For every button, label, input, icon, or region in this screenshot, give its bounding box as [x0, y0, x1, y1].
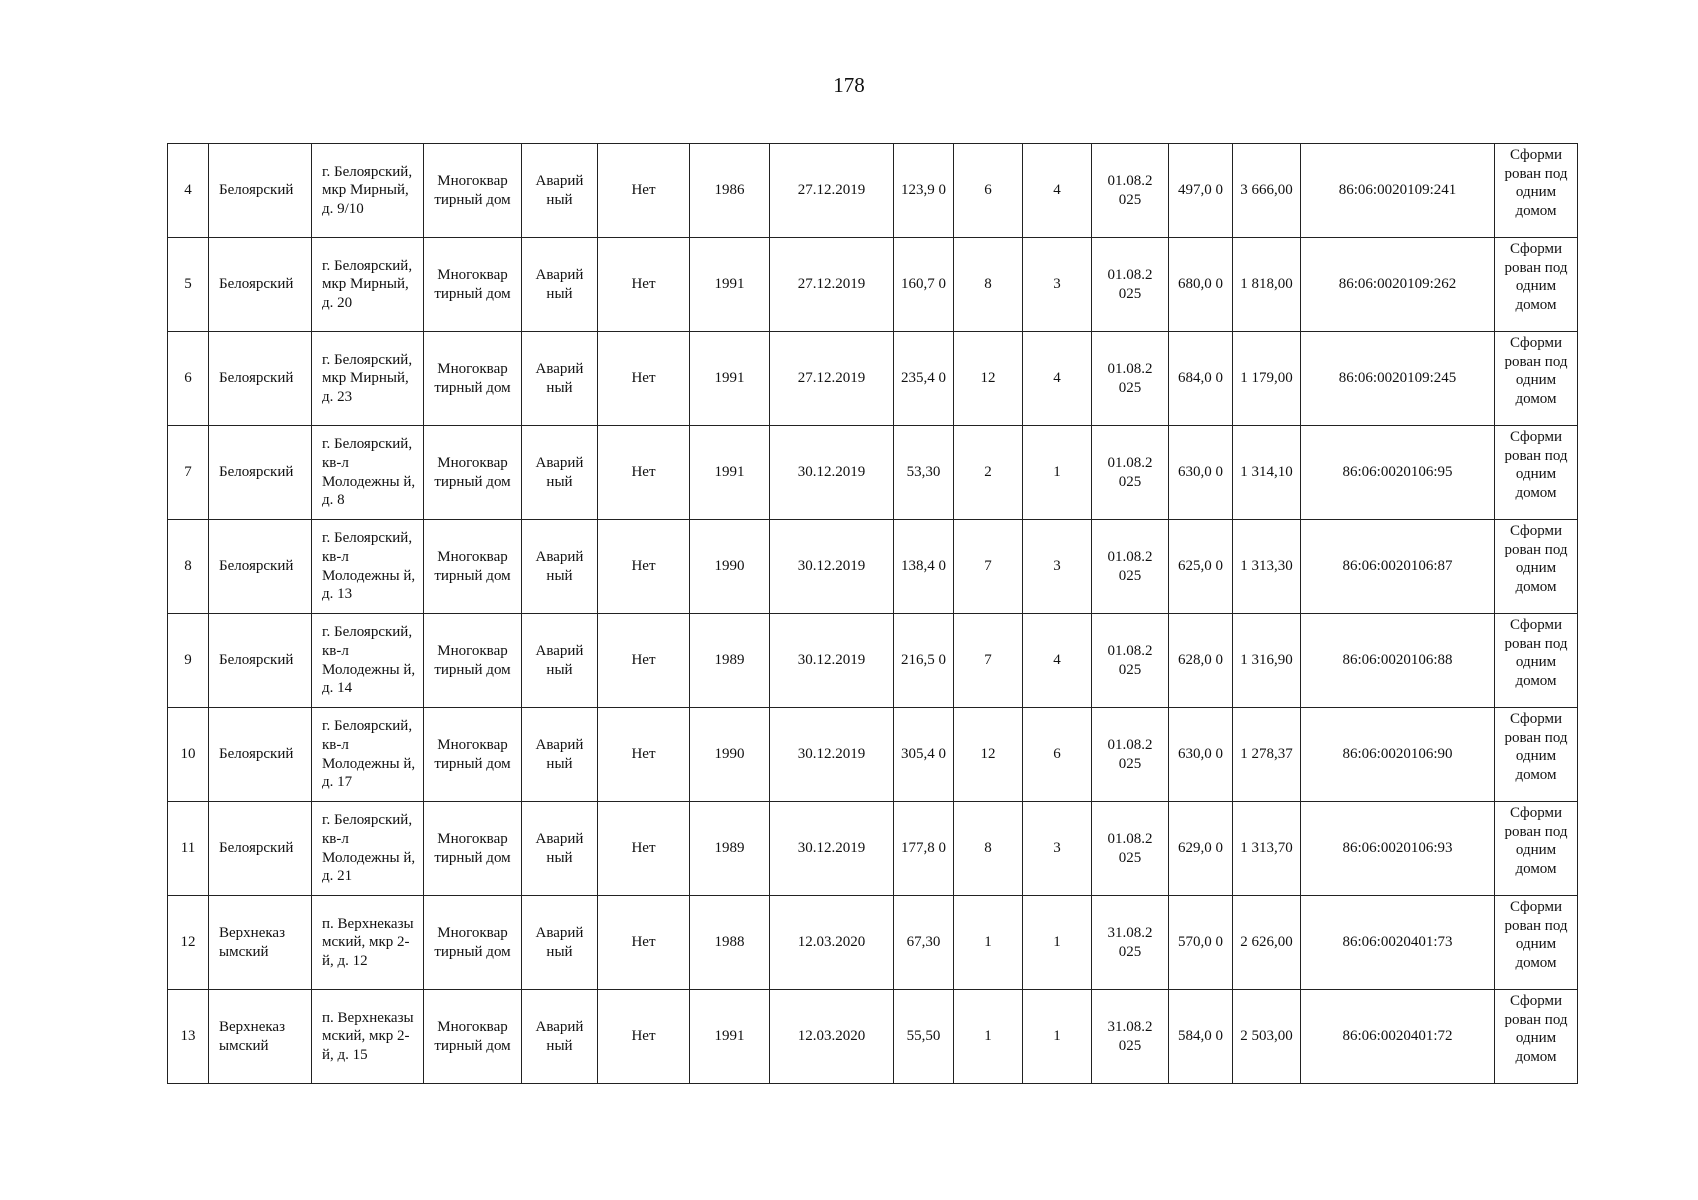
address-cell: г. Белоярский, кв-л Молодежны й, д. 21 — [312, 802, 424, 896]
date-cell: 12.03.2020 — [770, 896, 894, 990]
flats-cell: 6 — [1023, 708, 1092, 802]
land-status-cell: Сформи рован под одним домом — [1495, 426, 1578, 520]
row-number-cell: 6 — [168, 332, 209, 426]
year-cell: 1990 — [690, 708, 770, 802]
area-cell: 216,5 0 — [894, 614, 954, 708]
deadline-cell: 31.08.2 025 — [1092, 990, 1169, 1084]
page-number: 178 — [833, 73, 865, 97]
price-cell: 625,0 0 — [1169, 520, 1233, 614]
land-status-cell: Сформи рован под одним домом — [1495, 802, 1578, 896]
municipality-cell: Верхнеказ ымский — [209, 990, 312, 1084]
included-cell: Нет — [598, 990, 690, 1084]
cost-cell: 1 314,10 — [1233, 426, 1301, 520]
included-cell: Нет — [598, 802, 690, 896]
municipality-cell: Белоярский — [209, 708, 312, 802]
municipality-cell: Белоярский — [209, 426, 312, 520]
municipality-cell: Белоярский — [209, 802, 312, 896]
address-cell: г. Белоярский, кв-л Молодежны й, д. 14 — [312, 614, 424, 708]
cadastral-number-cell: 86:06:0020401:73 — [1301, 896, 1495, 990]
residents-cell: 1 — [954, 990, 1023, 1084]
cadastral-number-cell: 86:06:0020109:241 — [1301, 144, 1495, 238]
flats-cell: 1 — [1023, 990, 1092, 1084]
address-cell: г. Белоярский, кв-л Молодежны й, д. 13 — [312, 520, 424, 614]
flats-cell: 4 — [1023, 614, 1092, 708]
area-cell: 160,7 0 — [894, 238, 954, 332]
price-cell: 684,0 0 — [1169, 332, 1233, 426]
row-number-cell: 5 — [168, 238, 209, 332]
date-cell: 30.12.2019 — [770, 426, 894, 520]
status-cell: Аварий ный — [522, 520, 598, 614]
table-row — [168, 614, 1578, 708]
building-type-cell: Многоквар тирный дом — [424, 520, 522, 614]
flats-cell: 4 — [1023, 144, 1092, 238]
status-cell: Аварий ный — [522, 426, 598, 520]
row-number-cell: 10 — [168, 708, 209, 802]
price-cell: 630,0 0 — [1169, 708, 1233, 802]
residents-cell: 7 — [954, 614, 1023, 708]
cadastral-number-cell: 86:06:0020109:245 — [1301, 332, 1495, 426]
included-cell: Нет — [598, 426, 690, 520]
cadastral-number-cell: 86:06:0020106:87 — [1301, 520, 1495, 614]
year-cell: 1989 — [690, 802, 770, 896]
building-type-cell: Многоквар тирный дом — [424, 426, 522, 520]
row-number-cell: 11 — [168, 802, 209, 896]
status-cell: Аварий ный — [522, 332, 598, 426]
land-status-cell: Сформи рован под одним домом — [1495, 614, 1578, 708]
building-type-cell: Многоквар тирный дом — [424, 990, 522, 1084]
row-number-cell: 7 — [168, 426, 209, 520]
date-cell: 27.12.2019 — [770, 332, 894, 426]
address-cell: г. Белоярский, кв-л Молодежны й, д. 8 — [312, 426, 424, 520]
area-cell: 138,4 0 — [894, 520, 954, 614]
price-cell: 630,0 0 — [1169, 426, 1233, 520]
residents-cell: 2 — [954, 426, 1023, 520]
price-cell: 629,0 0 — [1169, 802, 1233, 896]
table-row — [168, 802, 1578, 896]
date-cell: 27.12.2019 — [770, 238, 894, 332]
status-cell: Аварий ный — [522, 144, 598, 238]
cost-cell: 1 313,70 — [1233, 802, 1301, 896]
building-type-cell: Многоквар тирный дом — [424, 614, 522, 708]
price-cell: 584,0 0 — [1169, 990, 1233, 1084]
building-type-cell: Многоквар тирный дом — [424, 332, 522, 426]
residents-cell: 1 — [954, 896, 1023, 990]
flats-cell: 3 — [1023, 802, 1092, 896]
flats-cell: 3 — [1023, 238, 1092, 332]
year-cell: 1991 — [690, 332, 770, 426]
flats-cell: 4 — [1023, 332, 1092, 426]
cadastral-number-cell: 86:06:0020106:88 — [1301, 614, 1495, 708]
year-cell: 1991 — [690, 238, 770, 332]
date-cell: 30.12.2019 — [770, 802, 894, 896]
residents-cell: 12 — [954, 332, 1023, 426]
table-row — [168, 332, 1578, 426]
cost-cell: 1 316,90 — [1233, 614, 1301, 708]
price-cell: 497,0 0 — [1169, 144, 1233, 238]
year-cell: 1988 — [690, 896, 770, 990]
flats-cell: 1 — [1023, 426, 1092, 520]
cost-cell: 2 626,00 — [1233, 896, 1301, 990]
cost-cell: 1 818,00 — [1233, 238, 1301, 332]
residents-cell: 12 — [954, 708, 1023, 802]
address-cell: п. Верхнеказы мский, мкр 2-й, д. 12 — [312, 896, 424, 990]
price-cell: 680,0 0 — [1169, 238, 1233, 332]
building-type-cell: Многоквар тирный дом — [424, 896, 522, 990]
address-cell: г. Белоярский, мкр Мирный, д. 9/10 — [312, 144, 424, 238]
residents-cell: 8 — [954, 802, 1023, 896]
table-row — [168, 896, 1578, 990]
cadastral-number-cell: 86:06:0020106:90 — [1301, 708, 1495, 802]
date-cell: 27.12.2019 — [770, 144, 894, 238]
year-cell: 1991 — [690, 426, 770, 520]
included-cell: Нет — [598, 332, 690, 426]
land-status-cell: Сформи рован под одним домом — [1495, 238, 1578, 332]
row-number-cell: 8 — [168, 520, 209, 614]
table-row — [168, 426, 1578, 520]
deadline-cell: 01.08.2 025 — [1092, 520, 1169, 614]
date-cell: 30.12.2019 — [770, 520, 894, 614]
table-body — [168, 144, 1578, 1084]
area-cell: 67,30 — [894, 896, 954, 990]
area-cell: 53,30 — [894, 426, 954, 520]
municipality-cell: Белоярский — [209, 614, 312, 708]
residents-cell: 8 — [954, 238, 1023, 332]
area-cell: 235,4 0 — [894, 332, 954, 426]
included-cell: Нет — [598, 614, 690, 708]
price-cell: 628,0 0 — [1169, 614, 1233, 708]
address-cell: г. Белоярский, мкр Мирный, д. 23 — [312, 332, 424, 426]
status-cell: Аварий ный — [522, 238, 598, 332]
municipality-cell: Белоярский — [209, 520, 312, 614]
status-cell: Аварий ный — [522, 896, 598, 990]
row-number-cell: 12 — [168, 896, 209, 990]
building-type-cell: Многоквар тирный дом — [424, 144, 522, 238]
area-cell: 123,9 0 — [894, 144, 954, 238]
land-status-cell: Сформи рован под одним домом — [1495, 144, 1578, 238]
cadastral-number-cell: 86:06:0020106:95 — [1301, 426, 1495, 520]
flats-cell: 3 — [1023, 520, 1092, 614]
year-cell: 1990 — [690, 520, 770, 614]
table-row — [168, 990, 1578, 1084]
included-cell: Нет — [598, 520, 690, 614]
deadline-cell: 31.08.2 025 — [1092, 896, 1169, 990]
price-cell: 570,0 0 — [1169, 896, 1233, 990]
housing-table — [167, 143, 1578, 1084]
land-status-cell: Сформи рован под одним домом — [1495, 896, 1578, 990]
status-cell: Аварий ный — [522, 708, 598, 802]
table-row — [168, 238, 1578, 332]
date-cell: 30.12.2019 — [770, 708, 894, 802]
deadline-cell: 01.08.2 025 — [1092, 614, 1169, 708]
flats-cell: 1 — [1023, 896, 1092, 990]
cost-cell: 1 278,37 — [1233, 708, 1301, 802]
building-type-cell: Многоквар тирный дом — [424, 238, 522, 332]
deadline-cell: 01.08.2 025 — [1092, 238, 1169, 332]
deadline-cell: 01.08.2 025 — [1092, 802, 1169, 896]
status-cell: Аварий ный — [522, 614, 598, 708]
row-number-cell: 4 — [168, 144, 209, 238]
year-cell: 1989 — [690, 614, 770, 708]
year-cell: 1986 — [690, 144, 770, 238]
included-cell: Нет — [598, 238, 690, 332]
area-cell: 55,50 — [894, 990, 954, 1084]
cost-cell: 2 503,00 — [1233, 990, 1301, 1084]
cost-cell: 1 313,30 — [1233, 520, 1301, 614]
address-cell: г. Белоярский, мкр Мирный, д. 20 — [312, 238, 424, 332]
municipality-cell: Белоярский — [209, 238, 312, 332]
deadline-cell: 01.08.2 025 — [1092, 426, 1169, 520]
address-cell: г. Белоярский, кв-л Молодежны й, д. 17 — [312, 708, 424, 802]
cadastral-number-cell: 86:06:0020106:93 — [1301, 802, 1495, 896]
deadline-cell: 01.08.2 025 — [1092, 144, 1169, 238]
building-type-cell: Многоквар тирный дом — [424, 708, 522, 802]
land-status-cell: Сформи рован под одним домом — [1495, 520, 1578, 614]
included-cell: Нет — [598, 144, 690, 238]
municipality-cell: Белоярский — [209, 144, 312, 238]
area-cell: 177,8 0 — [894, 802, 954, 896]
table-row — [168, 708, 1578, 802]
residents-cell: 7 — [954, 520, 1023, 614]
date-cell: 12.03.2020 — [770, 990, 894, 1084]
row-number-cell: 13 — [168, 990, 209, 1084]
municipality-cell: Белоярский — [209, 332, 312, 426]
status-cell: Аварий ный — [522, 990, 598, 1084]
residents-cell: 6 — [954, 144, 1023, 238]
deadline-cell: 01.08.2 025 — [1092, 332, 1169, 426]
building-type-cell: Многоквар тирный дом — [424, 802, 522, 896]
cost-cell: 1 179,00 — [1233, 332, 1301, 426]
land-status-cell: Сформи рован под одним домом — [1495, 990, 1578, 1084]
area-cell: 305,4 0 — [894, 708, 954, 802]
table-row — [168, 520, 1578, 614]
municipality-cell: Верхнеказ ымский — [209, 896, 312, 990]
cadastral-number-cell: 86:06:0020109:262 — [1301, 238, 1495, 332]
land-status-cell: Сформи рован под одним домом — [1495, 332, 1578, 426]
cost-cell: 3 666,00 — [1233, 144, 1301, 238]
land-status-cell: Сформи рован под одним домом — [1495, 708, 1578, 802]
row-number-cell: 9 — [168, 614, 209, 708]
cadastral-number-cell: 86:06:0020401:72 — [1301, 990, 1495, 1084]
deadline-cell: 01.08.2 025 — [1092, 708, 1169, 802]
address-cell: п. Верхнеказы мский, мкр 2-й, д. 15 — [312, 990, 424, 1084]
table-row — [168, 144, 1578, 238]
year-cell: 1991 — [690, 990, 770, 1084]
date-cell: 30.12.2019 — [770, 614, 894, 708]
status-cell: Аварий ный — [522, 802, 598, 896]
included-cell: Нет — [598, 896, 690, 990]
included-cell: Нет — [598, 708, 690, 802]
